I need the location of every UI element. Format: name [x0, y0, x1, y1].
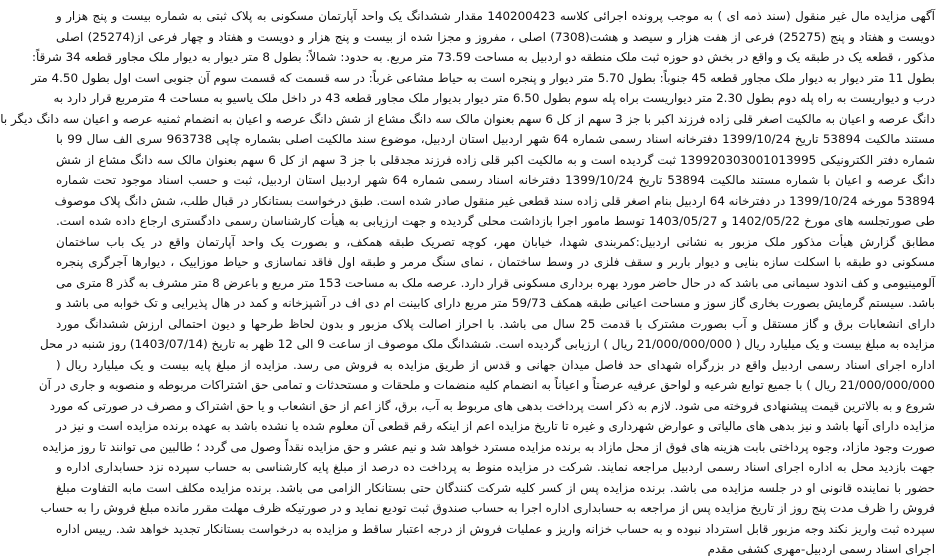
- notice-line: جهت بازدید محل به اداره اجرای اسناد رسمی اردبیل مراجعه نمایند. شرکت در مزایده منوط به پرداخت ده درصد از مبلغ پایه کارشناسی به حساب سپرده نزد حسابداری اداره و: [56, 460, 935, 474]
- notice-line: 53894 مورخه 1399/10/24 در دفترخانه 64 اردبیل بنام اصغر قلی زاده سند قطعی غیر منقول صادر شده است. طبق درخواست بستانکار در قبال طلب، شش دانگ پلاک موصوف: [54, 193, 935, 208]
- notice-line: درب و دیواریست به راه پله دوم بطول 2.30 متر دیواریست براه پله سوم بطول 6.50 متر دیوار بدیوار ملک مجاور قطعه 43 در داخل ملک یاسیو به مساحت 4 مترمربع قرار دارد به: [53, 91, 935, 105]
- notice-line: 21/000/000/000 ریال ) با جمیع توابع شرعیه و لواحق عرفیه عرصتاً و اعیاناً به انضمام کلیه منضمات و ملحقات و مستحدثات و تمامی حق اشتراکات مربوطه و منصوبه و جاری در آن: [38, 378, 935, 392]
- notice-line: فروش را ظرف مدت پنج روز از تاریخ مزایده پس از مراجعه به حسابداری اداره اجرا به حساب صندوق ثبت تودیع نماید و در صورتیکه ظرف مهلت مقرر مانده مبلغ فروش را به حساب: [40, 501, 935, 515]
- notice-line: دارای انشعابات برق و گاز مستقل و آب بصورت مشترک با قدمت 25 سال می باشد. با احراز اصالت پلاک مزبور و بدون لحاظ طرحها و دیون احتمالی ارزش ششدانگ مورد: [56, 316, 936, 331]
- notice-line: شروع و به بالاترین قیمت پیشنهادی فروخته می شود. لازم به ذکر است پرداخت بدهی های مربوط به آب، برق، گاز اعم از حق انشعاب و یا حق اشتراک و مصرف در صورتی که مورد: [49, 398, 935, 413]
- notice-line: مطابق گزارش هیأت مذکور ملک مزبور به نشانی اردبیل:کمربندی شهدا، خیابان مهر، کوچه تصریک طبقه همکف، و بصورت یک واحد آپارتمان واقع در یک باب ساختمان: [56, 234, 935, 249]
- notice-line: اداره اجرای اسناد رسمی اردبیل واقع در بزرگراه شهدای حد فاصل میدان جهانی و قدس از طریق مزایده به فروش می رسد. مزایده از مبلغ پایه بیست و یک میلیارد ریال (: [56, 357, 935, 372]
- notice-line: مزایده دارای آنها باشد و نیز بدهی های مالیاتی و عوارض شهرداری و غیره تا تاریخ مزایده اعم از اینکه رقم قطعی آن معلوم شده یا نشده باشد به عهده برنده مزایده است و نیز در: [56, 419, 935, 433]
- notice-line: حضور با نماینده قانونی او در جلسه مزایده می باشد. برنده مزایده پس از کسر کلیه شرکت کنندگان حتی بستانکار الزامی می باشد. برنده مزایده مکلف است مابه التفاوت مبلغ: [56, 480, 935, 495]
- notice-line: آگهی مزایده مال غیر منقول (سند ذمه ای ) به موجب پرونده اجرائی کلاسه 140200423 مقدار ششدانگ یک واحد آپارتمان مسکونی به پلاک ثبتی به شماره بیست و پنج هزار و: [56, 9, 935, 23]
- notice-line: مسکونی دو طبقه با اسکلت سازه بنایی و دیوار باربر و سقف فلزی در وسط ساختمان ، نمای سنگ مرمر و طبقه اول فاقد نماسازی و حیاط موزاییک ، دیوارها آجرگری پنجره: [56, 255, 935, 269]
- notice-line: طی صورتجلسه های مورخ 1402/05/22 و 1403/05/27 توسط مامور اجرا بازداشت محلی گردیده و جهت ارزیابی به هیأت کارشناسان رسمی دادگستری ارجاع داده شده است.: [56, 214, 935, 228]
- notice-line: صورت وجود مازاد، وجوه پرداختی بابت هزینه های فوق از محل مازاد به برنده مزایده مسترد خواهد شد و نیم عشر و حق مزایده نقداً وصول می گردد ؛ طالبین می توانند تا روز مزایده: [42, 439, 935, 454]
- notice-line: سپرده ثبت واریز نکند وجه مزبور قابل استرداد نبوده و به حساب خزانه واریز و عملیات فروش از درجه اعتبار ساقط و مزایده به درخواست بستانکار تجدید خواهد شد. رییس اداره: [56, 521, 935, 536]
- notice-line: باشد. سیستم گرمایش بصورت بخاری گاز سوز و مساحت اعیانی طبقه همکف 59/73 متر مربع دارای کابینت ام دی اف در آشپزخانه و کمد در هال پذیرایی و تک خوابه می باشد و: [56, 296, 935, 310]
- notice-line: شماره دفتر الکترونیکی 139920303001013995 ثبت گردیده است و به مالکیت اکبر قلی زاده فرزند مجدقلی با جز 3 سهم از کل 6 سهم بعنوان مالک سه دانگ مشاع از شش: [56, 152, 935, 167]
- notice-signature-line: اجرای اسناد رسمی اردبیل-مهری کشفی مقدم: [707, 542, 935, 556]
- notice-line: آلومینیومی و کف اندود سیمانی می باشد که در حال حاضر مورد بهره برداری مسکونی قرار دارد. عرصه ملک به مساحت 153 متر مربع و باعرض 8 متر مشرف به گذر 8 متری می: [56, 275, 935, 290]
- notice-line: بطول 11 متر دیوار به دیوار ملک مجاور قطعه 45 جنوباً: بطول 5.70 متر دیوار و پنجره است به حیاط مشاعی غرباً: در سه قسمت که قسمت سوم آن جنوبی است اول بطول 4.50 متر: [31, 70, 935, 85]
- notice-line: مستند مالکیت 53894 تاریخ 1399/10/24 دفترخانه اسناد رسمی شماره 64 شهر اردبیل استان اردبیل، موضوع سند مالکیت اصلی بشماره چاپی 963738 سری الف سال 99 با: [56, 132, 935, 146]
- notice-line: مزایده به مبلغ بیست و یک میلیارد ریال ( 21/000/000/000 ریال ) ارزیابی گردیده است. ششدانگ ملک موصوف از ساعت 9 الی 12 ظهر به تاریخ (1403/07/14) روز شنبه در محل: [39, 337, 935, 351]
- notice-line: دانگ عرصه و اعیان با شماره مستند مالکیت 53894 تاریخ 1399/10/24 دفترخانه اسناد رسمی شماره 64 شهر اردبیل استان اردبیل، ثبت و حسب اسناد موجود تحت شماره: [56, 173, 935, 187]
- notice-line: دویست و هفتاد و پنج (25275) فرعی از هفت هزار و سیصد و هشت(7308) اصلی ، مفروز و مجزا شده از بیست و پنج هزار و دویست و هفتاد و چهار فرعی از(25274) اصلی: [56, 29, 935, 44]
- auction-notice-document: [0, 6, 936, 556]
- notice-line: مذکور ، قطعه یک در طبقه یک و واقع در بخش دو حوزه ثبت ملک منطقه دو اردبیل به مساحت 73.59 متر مربع. به حدود: شمالاً: بطول 8 متر دیوار به دیوار ملک مجاور قطعه 34 شرقاً:: [31, 50, 935, 64]
- notice-line: دانگ عرصه و اعیان به مالکیت اصغر قلی زاده فرزند اکبر با جز 3 سهم از کل 6 سهم بعنوان مالک سه دانگ مشاع از شش دانگ عرصه و اعیان به انضمام ثمنیه عرصه و اعیان سه دانگ دیگر با: [0, 111, 935, 126]
